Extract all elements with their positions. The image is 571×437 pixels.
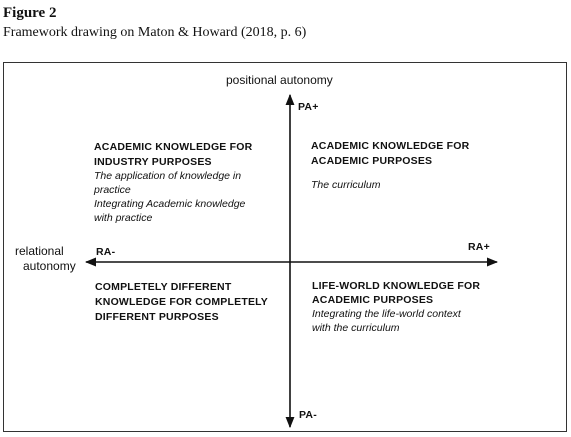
- quadrant-top-left-desc-line4: with practice: [94, 212, 153, 224]
- ra-plus-label: RA+: [468, 241, 490, 253]
- quadrant-top-left-desc-line2: practice: [94, 184, 131, 196]
- quadrant-top-right-title-line1: ACADEMIC KNOWLEDGE FOR: [311, 140, 470, 152]
- quadrant-bottom-left-title-line3: DIFFERENT PURPOSES: [95, 311, 219, 323]
- relational-autonomy-label-line2: autonomy: [23, 259, 76, 273]
- quadrant-top-right-title-line2: ACADEMIC PURPOSES: [311, 155, 433, 167]
- ra-minus-label: RA-: [96, 246, 116, 258]
- relational-autonomy-label-line1: relational: [15, 244, 64, 258]
- positional-autonomy-label: positional autonomy: [226, 73, 333, 87]
- quadrant-top-left-title-line1: ACADEMIC KNOWLEDGE FOR: [94, 141, 253, 153]
- quadrant-bottom-right-title-line2: ACADEMIC PURPOSES: [312, 294, 434, 306]
- pa-plus-label: PA+: [298, 101, 319, 113]
- figure-label: Figure 2: [3, 5, 57, 21]
- pa-minus-label: PA-: [299, 409, 317, 421]
- quadrant-bottom-left-title-line1: COMPLETELY DIFFERENT: [95, 281, 232, 293]
- quadrant-bottom-right-title-line1: LIFE-WORLD KNOWLEDGE FOR: [312, 280, 481, 292]
- quadrant-bottom-right-desc-line1: Integrating the life-world context: [312, 308, 461, 320]
- quadrant-top-right-desc-line1: The curriculum: [311, 179, 381, 191]
- quadrant-top-left-title-line2: INDUSTRY PURPOSES: [94, 156, 212, 168]
- quadrant-bottom-right-desc-line2: with the curriculum: [312, 322, 400, 334]
- figure-caption: Framework drawing on Maton & Howard (2018, p. 6): [3, 25, 307, 40]
- quadrant-bottom-left-title-line2: KNOWLEDGE FOR COMPLETELY: [95, 296, 268, 308]
- quadrant-top-left-desc-line1: The application of knowledge in: [94, 170, 242, 182]
- quadrant-top-left-desc-line3: Integrating Academic knowledge: [94, 198, 246, 210]
